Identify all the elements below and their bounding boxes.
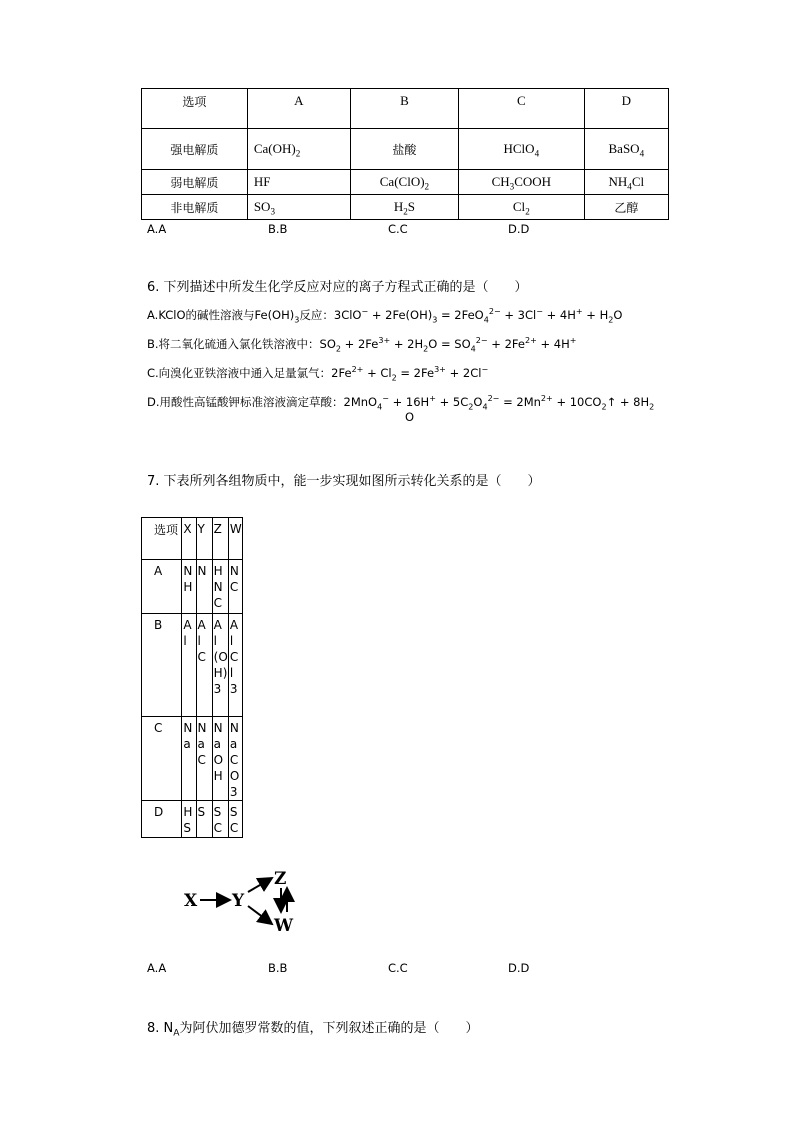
table-header-cell: X	[182, 518, 196, 560]
table-cell: NaOH	[212, 717, 228, 801]
table-cell: NC	[228, 560, 242, 614]
electrolyte-table	[141, 88, 669, 220]
table-row	[142, 560, 243, 614]
table-cell: NH	[182, 560, 196, 614]
table-cell: $Ca(ClO)_2$	[350, 170, 458, 195]
table-cell: $NH_4Cl$	[584, 170, 668, 195]
table-cell: 乙醇	[584, 195, 668, 220]
row-label: 弱电解质	[142, 170, 248, 195]
table-cell: $Cl_2$	[458, 195, 584, 220]
table-row	[142, 195, 669, 220]
table-header-cell: C	[458, 89, 584, 129]
table-cell: HF	[247, 170, 350, 195]
row-label: D	[142, 801, 182, 838]
q7-stem: 7. 下表所列各组物质中，能一步实现如图所示转化关系的是（ ）	[147, 474, 541, 489]
table-header-cell: Y	[196, 518, 212, 560]
table-cell: $SO_3$	[247, 195, 350, 220]
option-c[interactable]: C.C	[388, 222, 408, 236]
row-label: A	[142, 560, 182, 614]
table-cell: HS	[182, 801, 196, 838]
table-cell: BaSO$_4$	[584, 129, 668, 170]
table-row	[142, 717, 243, 801]
row-label: 强电解质	[142, 129, 248, 170]
diagram-label-w: W	[274, 916, 294, 936]
table-cell: HClO$_4$	[458, 129, 584, 170]
table-header-cell: 选项	[142, 518, 182, 560]
q6-stem: 6. 下列描述中所发生化学反应对应的离子方程式正确的是（ ）	[147, 280, 528, 295]
table-row	[142, 129, 669, 170]
diagram-label-x: X	[184, 891, 198, 911]
table-cell: HNC	[212, 560, 228, 614]
option-c[interactable]: C.C	[388, 961, 408, 975]
diagram-label-z: Z	[274, 869, 287, 889]
table-cell: $CH_3COOH$	[458, 170, 584, 195]
table-cell: AlC	[196, 614, 212, 717]
table-cell: $H_2S$	[350, 195, 458, 220]
q6-option-c[interactable]: C.向溴化亚铁溶液中通入足量氯气：$2Fe^{2+} + Cl_2 = 2Fe^{3+} + 2Cl^-$	[147, 365, 489, 383]
table-row	[142, 614, 243, 717]
table-header-cell: A	[247, 89, 350, 129]
table-cell: NaCO3	[228, 717, 242, 801]
conversion-diagram	[184, 864, 304, 934]
table-header-cell: Z	[212, 518, 228, 560]
table-cell: Al	[182, 614, 196, 717]
option-b[interactable]: B.B	[268, 222, 288, 236]
arrow-y-to-z	[248, 878, 272, 892]
q6-option-d[interactable]: D.用酸性高锰酸钾标准溶液滴定草酸：$2MnO_4^- + 16H^+ + 5C_2O_4^{2-} = 2Mn^{2+}$ + $10CO_2↑ + 8H_2$ O	[147, 394, 655, 424]
table-header-row	[142, 518, 243, 560]
table-cell: NaC	[196, 717, 212, 801]
row-label: 非电解质	[142, 195, 248, 220]
q8-stem: 8. $N_A$为阿伏加德罗常数的值，下列叙述正确的是（ ）	[147, 1021, 479, 1039]
table-row	[142, 801, 243, 838]
table-cell: Al(OH)3	[212, 614, 228, 717]
option-a[interactable]: A.A	[147, 961, 167, 975]
table-cell: AlCl3	[228, 614, 242, 717]
table-cell: N	[196, 560, 212, 614]
table-row	[142, 170, 669, 195]
q6-option-b[interactable]: B.将二氧化硫通入氯化铁溶液中：$SO_2 + 2Fe^{3+} + 2H_2O = SO_4^{2-} + 2Fe^{2+} + 4H^+$	[147, 336, 577, 354]
table-cell: SC	[212, 801, 228, 838]
diagram-label-y: Y	[232, 891, 245, 911]
option-b[interactable]: B.B	[268, 961, 288, 975]
table-header-cell: D	[584, 89, 668, 129]
table-header-cell: B	[350, 89, 458, 129]
table-cell: Na	[182, 717, 196, 801]
table-cell: $Ca(OH)_2$	[247, 129, 350, 170]
table-cell: S	[196, 801, 212, 838]
conversion-table	[141, 517, 243, 838]
table-header-cell: W	[228, 518, 242, 560]
row-label: C	[142, 717, 182, 801]
option-d[interactable]: D.D	[508, 222, 530, 236]
row-label: B	[142, 614, 182, 717]
option-a[interactable]: A.A	[147, 222, 167, 236]
table-header-row	[142, 89, 669, 129]
table-header-cell: 选项	[142, 89, 248, 129]
option-d[interactable]: D.D	[508, 961, 530, 975]
arrow-y-to-w	[248, 906, 272, 924]
table-cell: SC	[228, 801, 242, 838]
q6-option-a[interactable]: A.KClO的碱性溶液与$Fe(OH)_3$反应：$3ClO^- + 2Fe(OH)_3 = 2FeO_4^{2-} + 3Cl^- + 4H^+ + H_2O$	[147, 307, 623, 325]
table-cell: 盐酸	[350, 129, 458, 170]
